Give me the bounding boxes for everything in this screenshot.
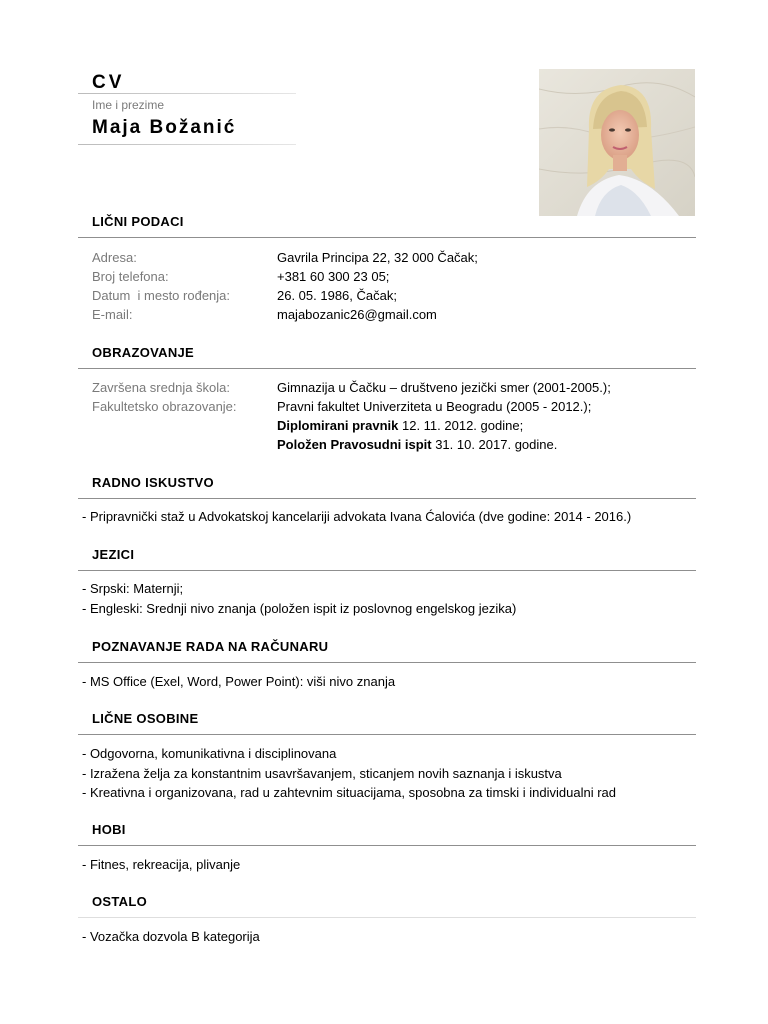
item-list — [82, 672, 395, 692]
item-list — [82, 507, 631, 527]
field-label: Završena srednja škola: — [92, 380, 231, 395]
list-item: - Odgovorna, komunikativna i disciplinovana — [82, 746, 337, 761]
item-list — [82, 927, 260, 947]
header-divider-top — [78, 93, 296, 94]
list-item: - Vozačka dozvola B kategorija — [82, 929, 260, 944]
field-value: Pravni fakultet Univerziteta u Beogradu (2005 - 2012.); — [277, 399, 592, 414]
field-label: Datum i mesto rođenja: — [92, 288, 231, 303]
degree-bold: Diplomirani pravnik — [277, 418, 399, 433]
exam-bold: Položen Pravosudni ispit — [277, 437, 432, 452]
section-title: HOBI — [92, 822, 126, 837]
list-item: - Kreativna i organizovana, rad u zahtevnim situacijama, sposobna za timski i individualni rad — [82, 785, 616, 800]
section-title: JEZICI — [92, 547, 135, 562]
full-name: Maja Božanić — [92, 117, 237, 138]
portrait-photo — [539, 69, 695, 216]
field-value — [277, 435, 557, 454]
section-ostalo — [78, 894, 696, 954]
list-item: - Izražena želja za konstantnim usavršavanjem, sticanjem novih saznanja i iskustva — [82, 765, 562, 781]
section-title: LIČNI PODACI — [92, 214, 184, 229]
section-title: OSTALO — [92, 894, 147, 909]
field-value: 26. 05. 1986, Čačak; — [277, 288, 397, 303]
section-hobi — [78, 822, 696, 882]
list-item: - Pripravnički staž u Advokatskoj kancelariji advokata Ivana Ćalovića (dve godine: 2014 - 2016.) — [82, 509, 632, 524]
section-divider — [78, 917, 696, 918]
field-label: Adresa: — [92, 250, 137, 265]
name-label: Ime i prezime — [92, 98, 165, 112]
field-value: Gimnazija u Čačku – društveno jezički smer (2001-2005.); — [277, 380, 611, 395]
section-divider — [78, 237, 696, 238]
cv-title: CV — [92, 72, 125, 93]
portrait-icon — [539, 69, 695, 216]
item-list — [82, 744, 616, 803]
section-title: OBRAZOVANJE — [92, 345, 195, 360]
list-item: - Srpski: Maternji; — [82, 581, 184, 596]
field-value: +381 60 300 23 05; — [277, 269, 390, 284]
field-label: E-mail: — [92, 307, 133, 322]
section-title: LIČNE OSOBINE — [92, 711, 199, 726]
item-list — [82, 855, 240, 875]
email-value: majabozanic26@gmail.com — [277, 307, 437, 322]
section-racunar — [78, 639, 696, 699]
list-item: - Engleski: Srednji nivo znanja (položen ispit iz poslovnog engelskog jezika) — [82, 600, 517, 616]
section-divider — [78, 734, 696, 735]
section-divider — [78, 570, 696, 571]
section-divider — [78, 368, 696, 369]
field-label: Fakultetsko obrazovanje: — [92, 399, 237, 414]
exam-date: 31. 10. 2017. godine. — [431, 437, 558, 452]
section-osobine — [78, 711, 696, 811]
list-item: - Fitnes, rekreacija, plivanje — [82, 857, 241, 872]
field-value — [277, 416, 523, 435]
section-radno-iskustvo — [78, 475, 696, 535]
section-divider — [78, 498, 696, 499]
section-title: POZNAVANJE RADA NA RAČUNARU — [92, 639, 329, 654]
item-list — [82, 579, 516, 618]
degree-date: 12. 11. 2012. godine; — [398, 418, 524, 433]
section-jezici — [78, 547, 696, 627]
header-divider-bottom — [78, 144, 296, 145]
list-item: - MS Office (Exel, Word, Power Point): viši nivo znanja — [82, 674, 396, 689]
section-licni-podaci — [78, 214, 696, 324]
section-title: RADNO ISKUSTVO — [92, 475, 214, 490]
field-label: Broj telefona: — [92, 269, 169, 284]
section-obrazovanje — [78, 345, 696, 457]
field-value: Gavrila Principa 22, 32 000 Čačak; — [277, 250, 478, 265]
section-divider — [78, 662, 696, 663]
section-divider — [78, 845, 696, 846]
